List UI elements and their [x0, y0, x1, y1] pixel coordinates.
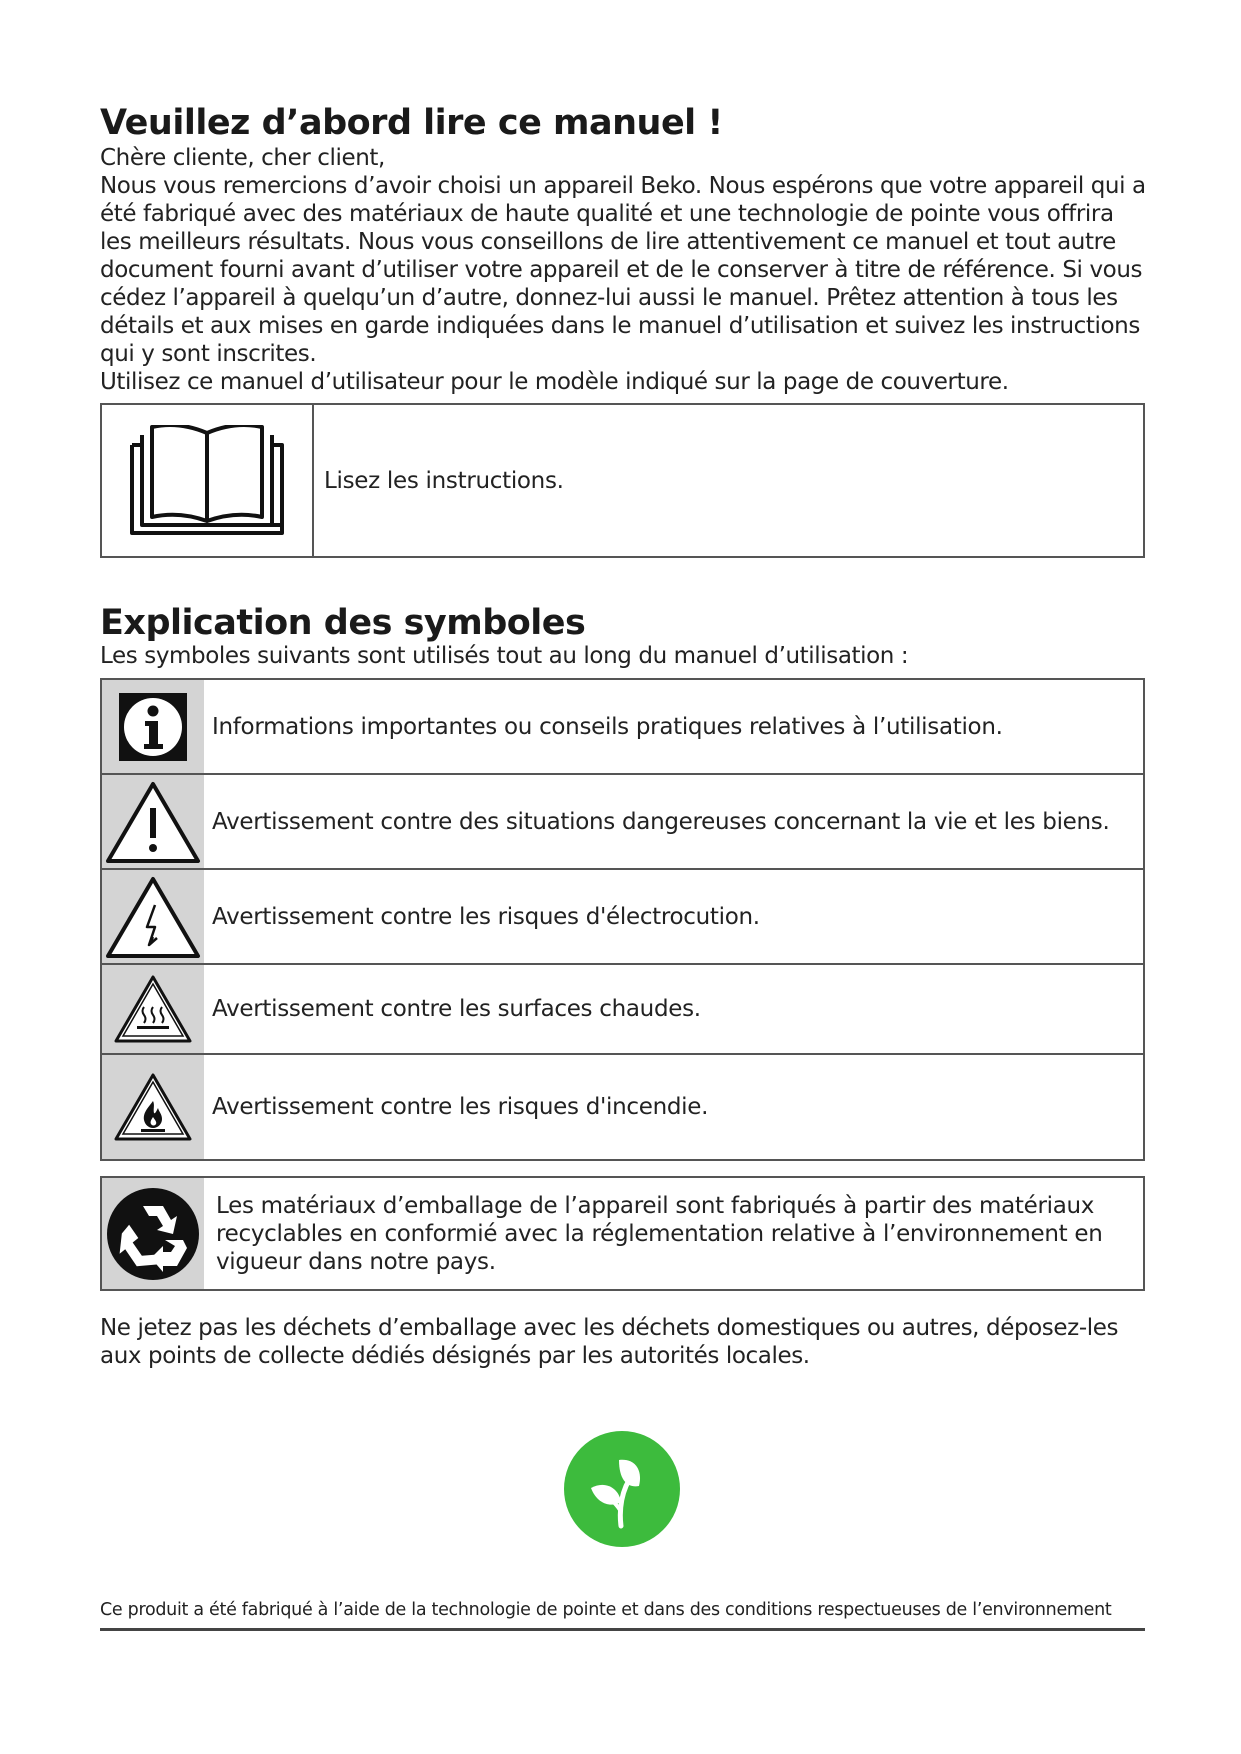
info-icon — [102, 680, 204, 773]
read-instructions-box — [100, 403, 1145, 558]
disposal-text: Ne jetez pas les déchets d’emballage avec les déchets domestiques ou autres, déposez-les aux points de collecte dédiés désignés par les autorités locales. — [100, 1315, 1119, 1369]
symbol-text-info: Informations importantes ou conseils pratiques relatives à l’utilisation. — [212, 713, 1003, 740]
leaf-icon — [563, 1430, 681, 1552]
symbol-text-fire: Avertissement contre les risques d'incendie. — [212, 1094, 709, 1120]
symbol-text-warning: Avertissement contre des situations dangereuses concernant la vie et les biens. — [212, 808, 1110, 835]
page-title: Veuillez d’abord lire ce manuel ! — [100, 103, 723, 143]
hot-surface-icon — [102, 965, 204, 1053]
recycle-text: Les matériaux d’emballage de l’appareil sont fabriqués à partir des matériaux recyclables en conformié avec la réglementation relative à l’environnement en vigueur dans notre pays. — [216, 1192, 1103, 1275]
symbol-row-hot-surface — [102, 965, 1143, 1055]
symbol-row-warning — [102, 775, 1143, 870]
fire-icon — [102, 1055, 204, 1159]
intro-paragraph: Nous vous remercions d’avoir choisi un appareil Beko. Nous espérons que votre appareil qui a été fabriqué avec des matériaux de haute qualité et une technologie de pointe vous offrira les meilleurs résultats. Nous vous conseillons de lire attentivement ce manuel et tout autre document fourni avant d’utiliser votre appareil et de le conserver à titre de référence. Si vous cédez l’appareil à quelqu’un d’autre, donnez-lui aussi le manuel. Prêtez attention à tous les détails et aux mises en garde indiquées dans le manuel d’utilisation et suivez les instructions qui y sont inscrites. — [100, 173, 1146, 367]
symbol-row-electric — [102, 870, 1143, 965]
recycle-icon — [102, 1178, 204, 1289]
symbol-text-hot-surface: Avertissement contre les surfaces chaudes. — [212, 996, 701, 1022]
greeting-text: Chère cliente, cher client, — [100, 145, 385, 171]
intro-section — [100, 144, 1150, 396]
symbols-intro: Les symboles suivants sont utilisés tout au long du manuel d’utilisation : — [100, 643, 909, 669]
warning-icon — [102, 775, 204, 868]
symbol-row-info — [102, 680, 1143, 775]
symbols-heading: Explication des symboles — [100, 603, 586, 643]
symbol-row-fire — [102, 1055, 1143, 1159]
model-note-text: Utilisez ce manuel d’utilisateur pour le modèle indiqué sur la page de couverture. — [100, 369, 1009, 395]
read-instructions-text: Lisez les instructions. — [324, 467, 564, 494]
footer-text: Ce produit a été fabriqué à l’aide de la technologie de pointe et dans des conditions respectueuses de l’environnement — [100, 1600, 1145, 1631]
open-book-icon — [102, 405, 314, 556]
recycle-box — [100, 1176, 1145, 1291]
electric-shock-icon — [102, 870, 204, 963]
symbol-text-electric: Avertissement contre les risques d'électrocution. — [212, 903, 760, 930]
symbols-table — [100, 678, 1145, 1161]
